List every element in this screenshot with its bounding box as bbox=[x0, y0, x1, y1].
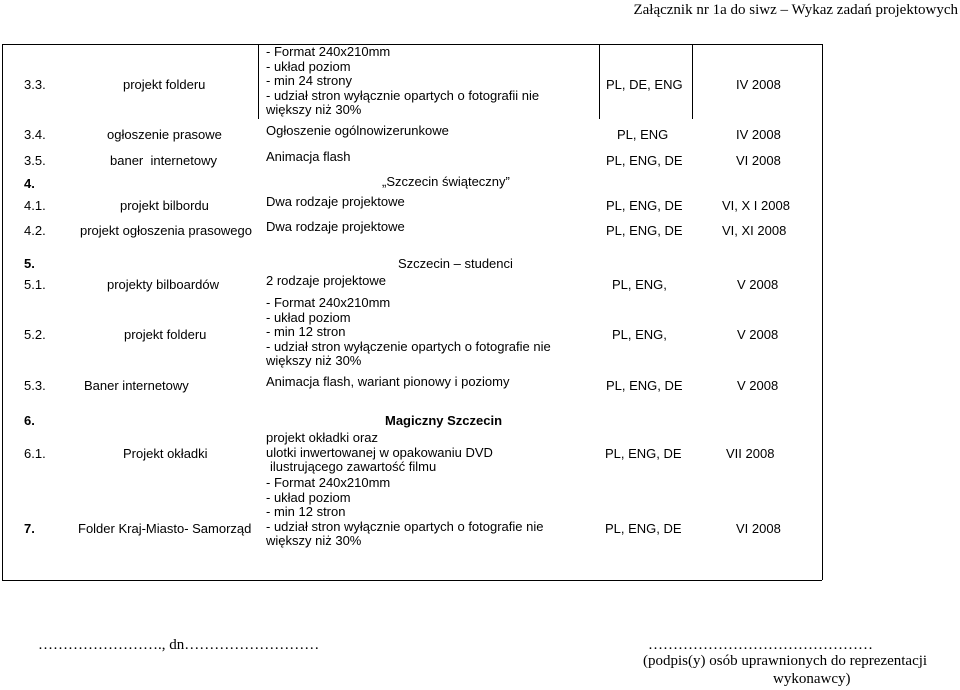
row-name: Projekt okładki bbox=[123, 446, 208, 461]
row-number: 3.5. bbox=[24, 153, 46, 168]
section-number: 5. bbox=[24, 256, 35, 271]
row-number: 3.4. bbox=[24, 127, 46, 142]
signature-label-line1: (podpis(y) osób uprawnionych do reprezentacji bbox=[643, 653, 928, 669]
row-name: projekt folderu bbox=[123, 77, 206, 92]
row-name: projekt bilbordu bbox=[120, 198, 209, 213]
section-number: 6. bbox=[24, 413, 35, 428]
row-name: baner internetowy bbox=[110, 153, 217, 168]
table-border-left bbox=[2, 44, 3, 580]
section-number: 4. bbox=[24, 176, 35, 191]
row-number: 3.3. bbox=[24, 77, 46, 92]
row-languages: PL, ENG, DE bbox=[606, 153, 683, 168]
row-date: VI, X I 2008 bbox=[722, 198, 790, 213]
section-title: „Szczecin świąteczny” bbox=[382, 174, 510, 189]
row-description: projekt okładki oraz ulotki inwertowanej w opakowaniu DVD ilustrującego zawartość filmu bbox=[266, 430, 493, 474]
row-number: 5.3. bbox=[24, 378, 46, 393]
row-description: Animacja flash, wariant pionowy i poziomy bbox=[266, 374, 510, 389]
row-date: V 2008 bbox=[737, 327, 779, 342]
row-name: projekt ogłoszenia prasowego bbox=[80, 223, 252, 238]
row-description: Dwa rodzaje projektowe bbox=[266, 194, 405, 209]
row-date: VI, XI 2008 bbox=[722, 223, 787, 238]
row-description: - Format 240x210mm - układ poziom - min 24 strony - udział stron wyłącznie opartych o fotografii nie większy niż 30% bbox=[266, 44, 540, 117]
document-header-title: Załącznik nr 1a do siwz – Wykaz zadań projektowych bbox=[633, 2, 958, 18]
row-date: VI 2008 bbox=[736, 521, 781, 536]
row-languages: PL, ENG, DE bbox=[606, 223, 683, 238]
row-date: V 2008 bbox=[737, 378, 779, 393]
row-date: V 2008 bbox=[737, 277, 779, 292]
table-divider-desc-end bbox=[599, 44, 600, 119]
row-description: Animacja flash bbox=[266, 149, 351, 164]
row-languages: PL, ENG, bbox=[612, 277, 667, 292]
section-title: Magiczny Szczecin bbox=[385, 413, 503, 428]
row-number: 4.1. bbox=[24, 198, 46, 213]
row-date: IV 2008 bbox=[736, 77, 781, 92]
row-languages: PL, ENG, DE bbox=[606, 378, 683, 393]
row-number: 5.1. bbox=[24, 277, 46, 292]
row-languages: PL, ENG, DE bbox=[606, 198, 683, 213]
section-title: Szczecin – studenci bbox=[398, 256, 513, 271]
row-number: 6.1. bbox=[24, 446, 46, 461]
signature-dots: ……………………………………… bbox=[648, 637, 873, 653]
row-languages: PL, ENG, bbox=[612, 327, 667, 342]
row-description: - Format 240x210mm - układ poziom - min 12 stron - udział stron wyłącznie opartych o fotografie nie większy niż 30% bbox=[266, 475, 544, 548]
row-number: 5.2. bbox=[24, 327, 46, 342]
row-description: 2 rodzaje projektowe bbox=[266, 273, 386, 288]
row-number: 4.2. bbox=[24, 223, 46, 238]
row-name: projekty bilboardów bbox=[107, 277, 220, 292]
row-languages: PL, ENG, DE bbox=[605, 521, 682, 536]
signature-label-line2: wykonawcy) bbox=[773, 671, 851, 687]
row-name: Folder Kraj-Miasto- Samorząd bbox=[78, 521, 252, 536]
row-description: - Format 240x210mm - układ poziom - min 12 stron - udział stron wyłączenie opartych o fotografie nie większy niż 30% bbox=[266, 295, 551, 368]
row-languages: PL, ENG, DE bbox=[605, 446, 682, 461]
row-description: Dwa rodzaje projektowe bbox=[266, 219, 405, 234]
row-languages: PL, ENG bbox=[617, 127, 669, 142]
row-description: Ogłoszenie ogólnowizerunkowe bbox=[266, 123, 449, 138]
row-number: 7. bbox=[24, 521, 35, 536]
place-date-line: ……………………., dn……………………… bbox=[38, 637, 320, 653]
table-border-right bbox=[822, 44, 823, 580]
row-date: VI 2008 bbox=[736, 153, 781, 168]
row-name: Baner internetowy bbox=[84, 378, 189, 393]
row-name: ogłoszenie prasowe bbox=[107, 127, 222, 142]
table-divider-desc-start bbox=[258, 44, 259, 119]
row-name: projekt folderu bbox=[124, 327, 207, 342]
row-languages: PL, DE, ENG bbox=[606, 77, 683, 92]
row-date: IV 2008 bbox=[736, 127, 781, 142]
table-divider-date bbox=[692, 44, 693, 119]
row-date: VII 2008 bbox=[726, 446, 775, 461]
table-border-bottom bbox=[2, 580, 822, 581]
